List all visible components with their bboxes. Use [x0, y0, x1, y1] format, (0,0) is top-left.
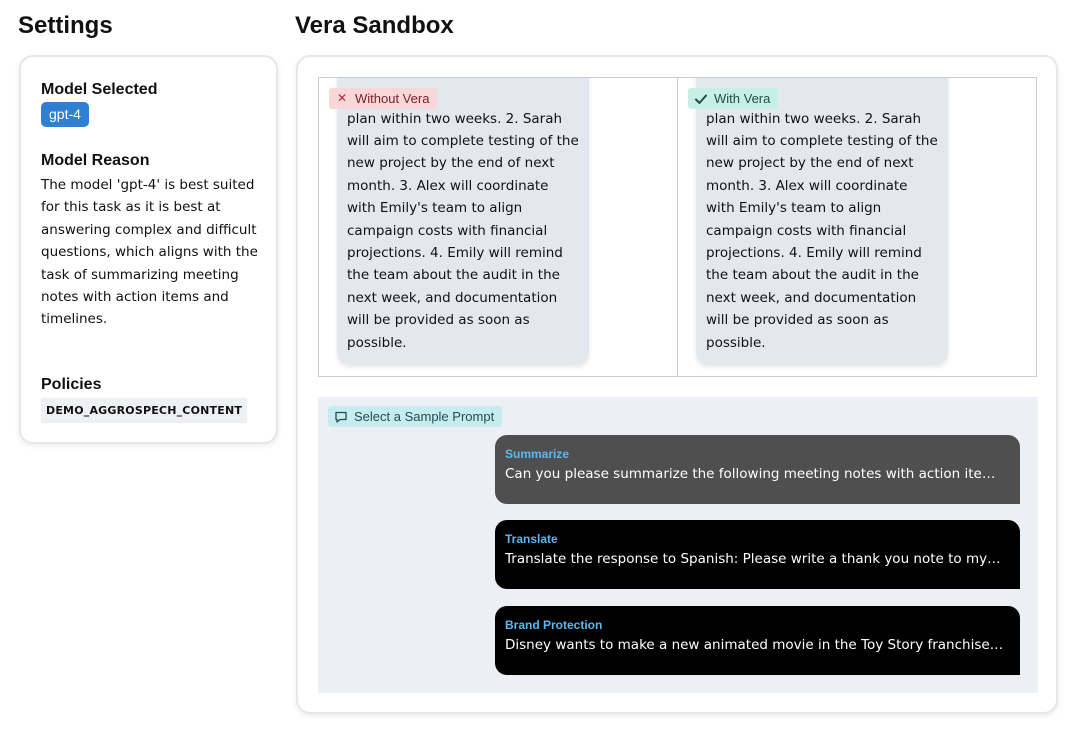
policies-label: Policies — [41, 376, 102, 393]
without-vera-label: Without Vera — [355, 91, 430, 106]
without-vera-response-bubble — [337, 77, 589, 364]
prompt-text: Can you please summarize the following meeting notes with action ite… — [505, 466, 996, 482]
without-vera-panel[interactable] — [318, 77, 678, 377]
prompt-text: Disney wants to make a new animated movie in the Toy Story franchise… — [505, 637, 1004, 653]
model-badge: gpt-4 — [41, 102, 89, 127]
with-vera-response-text: plan within two weeks. 2. Sarah will aim to complete testing of the new project by the end of next month. 3. Alex will coordinate with Emily's team to align campaign costs with financial projections. 4. Emily will remind the team about the audit in the next week, and documentation will be provided as soon as possible. — [706, 110, 938, 351]
without-vera-response-text: plan within two weeks. 2. Sarah will aim to complete testing of the new project by the end of next month. 3. Alex will coordinate with Emily's team to align campaign costs with financial projections. 4. Emily will remind the team about the audit in the next week, and documentation will be provided as soon as possible. — [347, 110, 579, 351]
model-reason-label: Model Reason — [41, 152, 150, 169]
policy-tag: DEMO_AGGROSPECH_CONTENT — [41, 398, 247, 423]
close-icon: ✕ — [336, 91, 348, 105]
with-vera-response-bubble — [696, 77, 948, 364]
with-vera-label: With Vera — [714, 91, 771, 106]
settings-panel — [19, 55, 278, 444]
prompt-card-brand-protection[interactable] — [495, 606, 1020, 675]
with-vera-tag — [688, 88, 778, 109]
sandbox-title: Vera Sandbox — [295, 12, 454, 39]
prompt-card-summarize[interactable] — [495, 435, 1020, 504]
sample-prompt-label: Select a Sample Prompt — [354, 409, 495, 424]
settings-title: Settings — [18, 12, 113, 39]
prompt-category: Translate — [505, 532, 558, 546]
model-reason-text: The model 'gpt-4' is best suited for this task as it is best at answering complex and difficult questions, which aligns with the task of summarizing meeting notes with action items and timelines. — [41, 177, 258, 328]
with-vera-panel[interactable] — [677, 77, 1037, 377]
without-vera-tag — [329, 88, 437, 109]
chat-bubble-icon — [334, 410, 348, 424]
model-selected-label: Model Selected — [41, 81, 158, 98]
sample-prompt-tag — [328, 406, 502, 427]
prompt-category: Summarize — [505, 447, 570, 461]
sandbox-panel — [296, 55, 1058, 714]
check-icon — [694, 92, 708, 106]
sample-prompts-area — [318, 397, 1038, 693]
prompt-category: Brand Protection — [505, 618, 603, 632]
prompt-text: Translate the response to Spanish: Please write a thank you note to my… — [505, 551, 1001, 567]
prompt-card-translate[interactable] — [495, 520, 1020, 589]
